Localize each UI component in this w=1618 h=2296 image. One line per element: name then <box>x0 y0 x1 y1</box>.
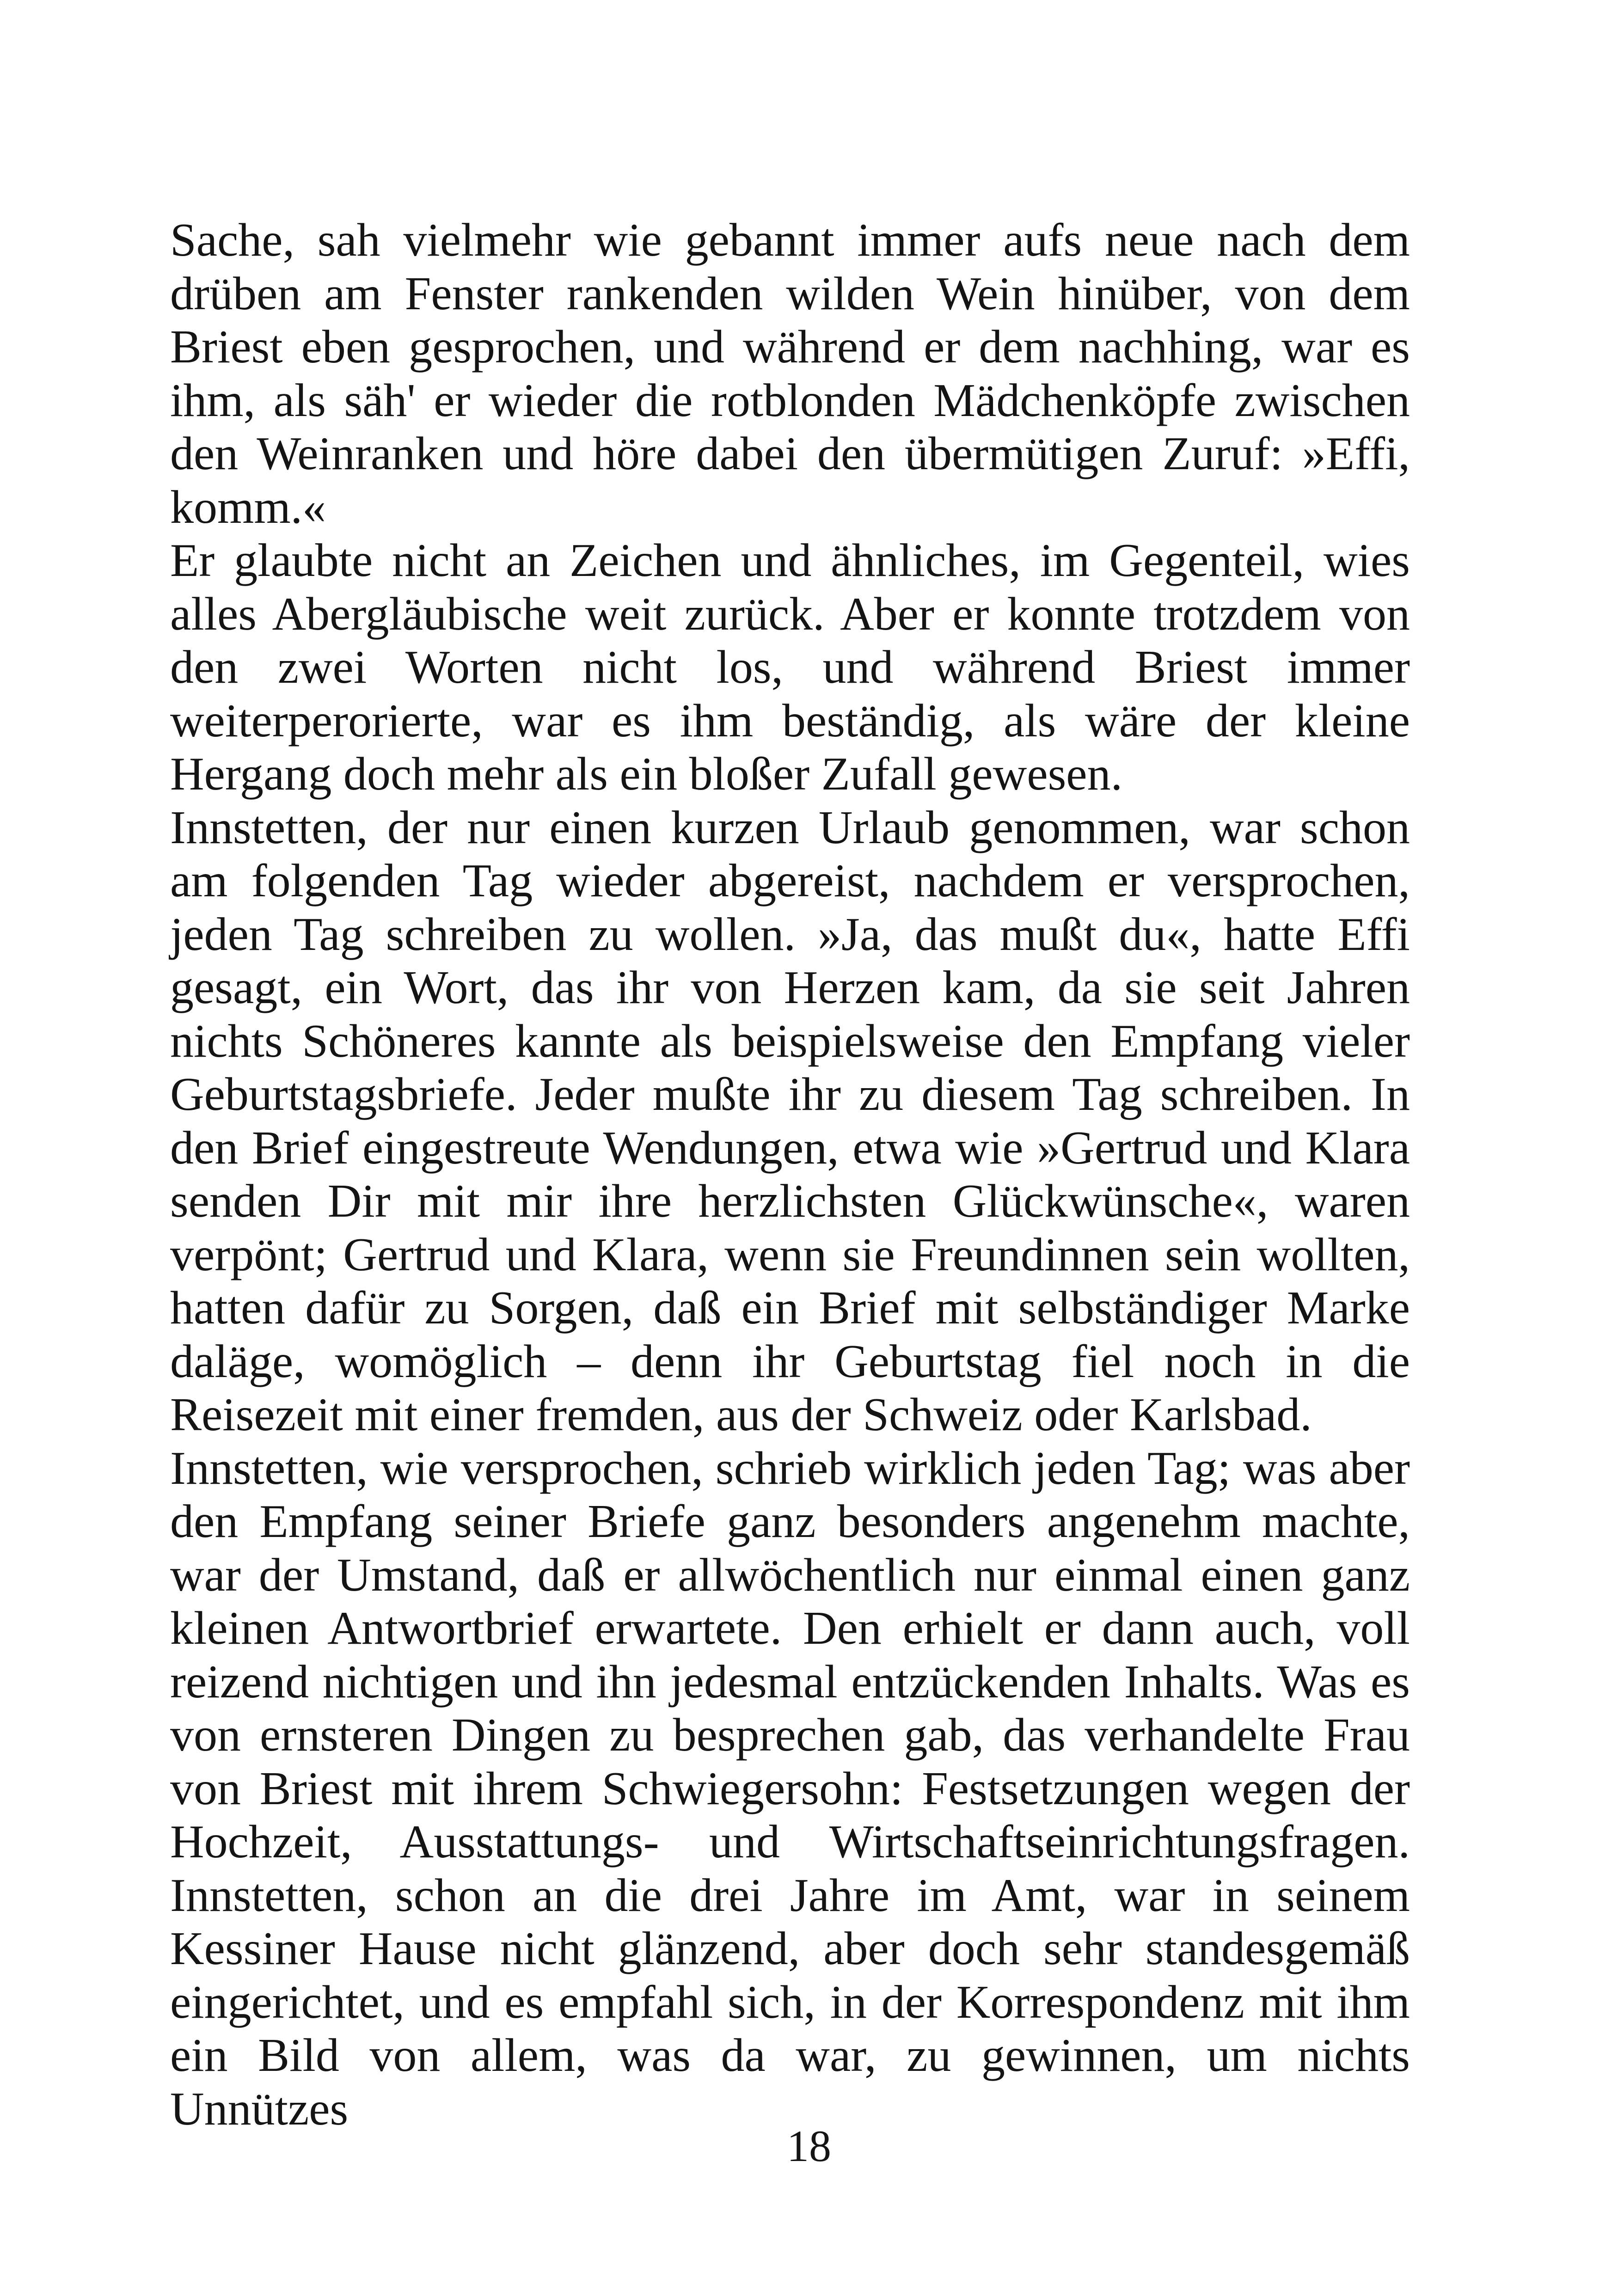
paragraph-4: Innstetten, wie versprochen, schrieb wirklich jeden Tag; was aber den Empfang seiner Briefe ganz besonders angenehm machte, war der Umstand, daß er allwöchentlich nur einmal einen ganz kleinen Antwortbrief erwartete. Den erhielt er dann auch, voll reizend nichtigen und ihn jedesmal entzückenden Inhalts. Was es von ernsteren Dingen zu besprechen gab, das verhandelte Frau von Briest mit ihrem Schwiegersohn: Festsetzungen wegen der Hochzeit, Ausstattungs- und Wirtschaftseinrichtungsfragen. Innstetten, schon an die drei Jahre im Amt, war in seinem Kessiner Hause nicht glänzend, aber doch sehr standesgemäß eingerichtet, und es empfahl sich, in der Korrespondenz mit ihm ein Bild von allem, was da war, zu gewinnen, um nichts Unnützes <box>170 1442 1410 2135</box>
paragraph-1: Sache, sah vielmehr wie gebannt immer aufs neue nach dem drüben am Fenster rankenden wilden Wein hinüber, von dem Briest eben gesprochen, und während er dem nachhing, war es ihm, als säh' er wieder die rotblonden Mädchenköpfe zwischen den Weinranken und höre dabei den übermütigen Zuruf: »Effi, komm.« <box>170 214 1410 533</box>
page-number: 18 <box>787 2121 831 2171</box>
body-text <box>170 214 1410 2136</box>
paragraph-3: Innstetten, der nur einen kurzen Urlaub genommen, war schon am folgenden Tag wieder abgereist, nachdem er versprochen, jeden Tag schreiben zu wollen. »Ja, das mußt du«, hatte Effi gesagt, ein Wort, das ihr von Herzen kam, da sie seit Jahren nichts Schöneres kannte als beispielsweise den Empfang vieler Geburtstagsbriefe. Jeder mußte ihr zu diesem Tag schreiben. In den Brief eingestreute Wendungen, etwa wie »Gertrud und Klara senden Dir mit mir ihre herzlichsten Glückwünsche«, waren verpönt; Gertrud und Klara, wenn sie Freundinnen sein wollten, hatten dafür zu Sorgen, daß ein Brief mit selbständiger Marke daläge, womöglich – denn ihr Geburtstag fiel noch in die Reisezeit mit einer fremden, aus der Schweiz oder Karlsbad. <box>170 801 1410 1441</box>
paragraph-2: Er glaubte nicht an Zeichen und ähnliches, im Gegenteil, wies alles Abergläubische weit zurück. Aber er konnte trotzdem von den zwei Worten nicht los, und während Briest immer weiterperorierte, war es ihm beständig, als wäre der kleine Hergang doch mehr als ein bloßer Zufall gewesen. <box>170 534 1410 800</box>
